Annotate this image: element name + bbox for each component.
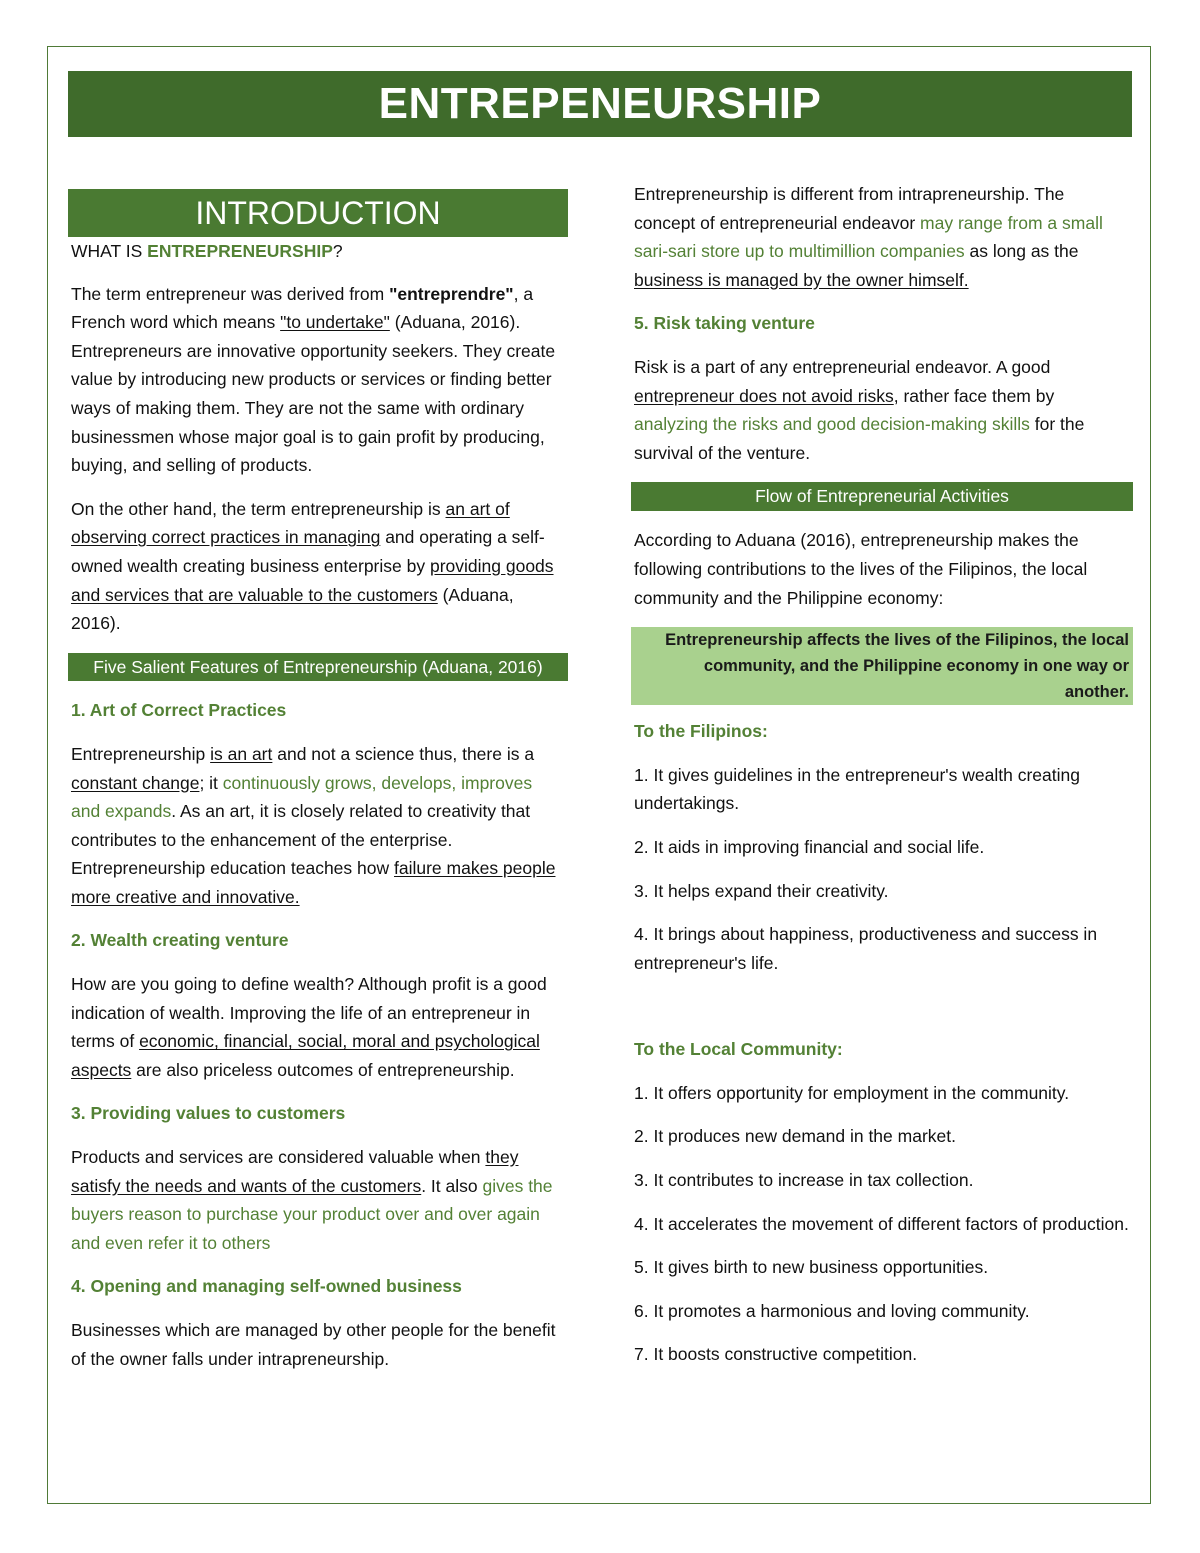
- feature-1-heading: 1. Art of Correct Practices: [71, 700, 287, 721]
- feature-3-text: Products and services are considered valuable when they satisfy the needs and wants of the customers. It also gives the buyers reason to purchase your product over and over again and even refer it to others: [71, 1147, 553, 1253]
- filipinos-item: 3. It helps expand their creativity.: [634, 880, 889, 901]
- community-item: 3. It contributes to increase in tax collection.: [634, 1170, 974, 1191]
- flow-heading: Flow of Entrepreneurial Activities: [631, 482, 1133, 511]
- callout-box: Entrepreneurship affects the lives of the Filipinos, the local community, and the Philippine economy in one way or another.: [631, 627, 1133, 705]
- feature-4-text: Businesses which are managed by other people for the benefit of the owner falls under intrapreneurship.: [71, 1320, 556, 1369]
- intro-paragraph-1: The term entrepreneur was derived from "entreprendre", a French word which means "to undertake" (Aduana, 2016). Entrepreneurs are innovative opportunity seekers. They create value by introducing new products or services or finding better ways of making them. They are not the same with ordinary businessmen whose major goal is to gain profit by producing, buying, and selling of products.: [71, 283, 556, 476]
- filipinos-heading: To the Filipinos:: [634, 721, 768, 742]
- page-title: ENTREPENEURSHIP: [68, 71, 1132, 137]
- feature-2-text: How are you going to define wealth? Although profit is a good indication of wealth. Improving the life of an entrepreneur in terms of economic, financial, social, moral and psychological aspects are also priceless outcomes of entrepreneurship.: [71, 974, 547, 1080]
- community-item: 2. It produces new demand in the market.: [634, 1126, 956, 1147]
- filipinos-item: 1. It gives guidelines in the entrepreneur's wealth creating undertakings.: [634, 764, 1080, 814]
- community-item: 5. It gives birth to new business opportunities.: [634, 1257, 989, 1278]
- right-column: [631, 180, 1133, 1384]
- left-column: [68, 180, 568, 1388]
- community-item: 6. It promotes a harmonious and loving community.: [634, 1300, 1030, 1321]
- community-item: 7. It boosts constructive competition.: [634, 1344, 918, 1365]
- filipinos-item: 4. It brings about happiness, productiveness and success in entrepreneur's life.: [634, 924, 1098, 973]
- feature-4-heading: 4. Opening and managing self-owned business: [71, 1276, 462, 1297]
- intrapreneurship-paragraph: Entrepreneurship is different from intrapreneurship. The concept of entrepreneurial endeavor may range from a small sari-sari store up to multimillion companies as long as the business is managed by the owner himself.: [634, 184, 1103, 290]
- feature-5-text: Risk is a part of any entrepreneurial endeavor. A good entrepreneur does not avoid risks, rather face them by analyzing the risks and good decision-making skills for the survival of the venture.: [634, 356, 1085, 463]
- flow-intro: According to Aduana (2016), entrepreneurship makes the following contributions to the lives of the Filipinos, the local community and the Philippine economy:: [634, 530, 1088, 608]
- community-heading: To the Local Community:: [634, 1039, 843, 1060]
- introduction-heading: INTRODUCTION: [68, 189, 568, 237]
- community-item: 4. It accelerates the movement of different factors of production.: [634, 1213, 1129, 1234]
- feature-1-text: Entrepreneurship is an art and not a science thus, there is a constant change; it continuously grows, develops, improves and expands. As an art, it is closely related to creativity that contributes to the enhancement of the enterprise. Entrepreneurship education teaches how failure makes people more creative and innovative.: [71, 743, 556, 907]
- feature-5-heading: 5. Risk taking venture: [634, 313, 815, 334]
- feature-2-heading: 2. Wealth creating venture: [71, 930, 289, 951]
- what-is-heading: WHAT IS ENTREPRENEURSHIP?: [71, 241, 343, 261]
- features-heading: Five Salient Features of Entrepreneurship (Aduana, 2016): [68, 653, 568, 682]
- community-item: 1. It offers opportunity for employment in the community.: [634, 1082, 1070, 1103]
- feature-3-heading: 3. Providing values to customers: [71, 1103, 346, 1124]
- intro-paragraph-2: On the other hand, the term entrepreneurship is an art of observing correct practices in managing and operating a self-owned wealth creating business enterprise by providing goods and services that are valuable to the customers (Aduana, 2016).: [71, 498, 554, 634]
- filipinos-item: 2. It aids in improving financial and social life.: [634, 836, 985, 857]
